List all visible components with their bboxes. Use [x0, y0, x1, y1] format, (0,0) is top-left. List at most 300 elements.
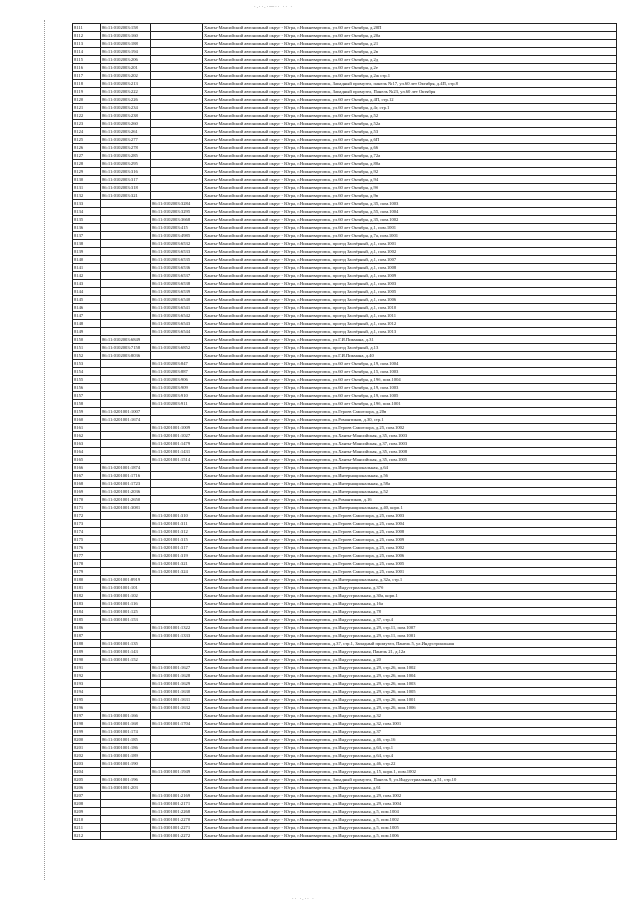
cadastral-number-land: 86:11:0301001:168: [101, 720, 151, 728]
object-address: Ханты-Мансийский автономный округ - Югра, г.Нижневартовск, д.37, стр.1, Западный промузел, Панель 5, ул.Индустриальная: [203, 640, 617, 648]
object-address: Ханты-Мансийский автономный округ - Югра, г.Нижневартовск, ул.60 лет Октября, д.94: [203, 176, 617, 184]
object-address: Ханты-Мансийский автономный округ - Югра, г.Нижневартовск, ул.60 лет Октября, д.15, пом.1003: [203, 368, 617, 376]
row-number: 8111: [73, 24, 101, 32]
cadastral-number-land: 86:11:0102003:277: [101, 136, 151, 144]
table-row: [73, 664, 617, 672]
object-address: Ханты-Мансийский автономный округ - Югра, г.Нижневартовск, проезд Заозёрный, д.1, пом.1008: [203, 264, 617, 272]
cadastral-number-premises: [151, 336, 203, 344]
row-number: 8204: [73, 768, 101, 776]
row-number: 8141: [73, 264, 101, 272]
cadastral-number-premises: 86:11:0102003:847: [151, 360, 203, 368]
row-number: 8210: [73, 816, 101, 824]
row-number: 8205: [73, 776, 101, 784]
table-row: [73, 456, 617, 464]
row-number: 8134: [73, 208, 101, 216]
table-row: [73, 416, 617, 424]
row-number: 8162: [73, 432, 101, 440]
row-number: 8151: [73, 344, 101, 352]
cadastral-number-land: 86:11:0301001:102: [101, 592, 151, 600]
cadastral-number-premises: [151, 760, 203, 768]
table-row: [73, 312, 617, 320]
object-address: Ханты-Мансийский автономный округ - Югра, г.Нижневартовск, проезд Заозёрный, д.1, пом.1006: [203, 296, 617, 304]
cadastral-number-premises: 86:11:0102003:6543: [151, 320, 203, 328]
object-address: Ханты-Мансийский автономный округ - Югра, г.Нижневартовск, ул.60 лет Октября, д.66: [203, 144, 617, 152]
cadastral-number-land: [101, 200, 151, 208]
object-address: Ханты-Мансийский автономный округ - Югра, г.Нижневартовск, ул.60 лет Октября, д.52а: [203, 120, 617, 128]
cadastral-number-land: [101, 688, 151, 696]
cadastral-number-premises: 86:11:0301001:1704: [151, 720, 203, 728]
row-number: 8116: [73, 64, 101, 72]
table-row: [73, 680, 617, 688]
cadastral-number-land: 86:11:0102003:321: [101, 192, 151, 200]
cadastral-number-premises: [151, 32, 203, 40]
cadastral-number-land: 86:11:0301001:185: [101, 736, 151, 744]
table-row: [73, 104, 617, 112]
cadastral-number-land: 86:11:0201001:2650: [101, 496, 151, 504]
cadastral-number-premises: [151, 408, 203, 416]
row-number: 8128: [73, 160, 101, 168]
table-row: [73, 824, 617, 832]
row-number: 8119: [73, 88, 101, 96]
cadastral-number-premises: [151, 496, 203, 504]
object-address: Ханты-Мансийский автономный округ - Югра, г.Нижневартовск, ул.60 лет Октября, д.2д: [203, 56, 617, 64]
cadastral-number-land: 86:11:0102003:226: [101, 96, 151, 104]
cadastral-number-premises: [151, 736, 203, 744]
object-address: Ханты-Мансийский автономный округ - Югра, г.Нижневартовск, проезд Заозёрный, д.1, пом.1013: [203, 328, 617, 336]
cadastral-number-premises: 86:11:0102003:906: [151, 376, 203, 384]
row-number: 8157: [73, 392, 101, 400]
row-number: 8198: [73, 720, 101, 728]
object-address: Ханты-Мансийский автономный округ - Югра, г.Нижневартовск, ул.60 лет Октября, д.19б, пом.1001: [203, 400, 617, 408]
row-number: 8112: [73, 32, 101, 40]
cadastral-number-premises: [151, 472, 203, 480]
row-number: 8126: [73, 144, 101, 152]
cadastral-number-land: [101, 208, 151, 216]
table-row: [73, 496, 617, 504]
row-number: 8167: [73, 472, 101, 480]
object-address: Ханты-Мансийский автономный округ - Югра, г.Нижневартовск, ул.Индустриальная, д.29, стр.11, пом.1001: [203, 632, 617, 640]
row-number: 8113: [73, 40, 101, 48]
cadastral-number-premises: 86:11:0301001:1631: [151, 696, 203, 704]
object-address: Ханты-Мансийский автономный округ - Югра, г.Нижневартовск, проезд Заозёрный, д.1, пом.1009: [203, 272, 617, 280]
object-address: Ханты-Мансийский автономный округ - Югра, г.Нижневартовск, ул.Индустриальная, д.78: [203, 608, 617, 616]
table-row: [73, 296, 617, 304]
cadastral-number-land: 86:11:0102003:194: [101, 48, 151, 56]
property-register-table: [72, 23, 617, 840]
cadastral-number-land: 86:11:0102003:222: [101, 88, 151, 96]
cadastral-number-land: [101, 792, 151, 800]
cadastral-number-land: 86:11:0102003:188: [101, 40, 151, 48]
table-row: [73, 328, 617, 336]
cadastral-number-premises: [151, 128, 203, 136]
cadastral-number-land: [101, 224, 151, 232]
table-row: [73, 424, 617, 432]
cadastral-number-premises: [151, 504, 203, 512]
object-address: Ханты-Мансийский автономный округ - Югра, г.Нижневартовск, ул.Героев Самотлора, д.25, пом.1002: [203, 544, 617, 552]
table-row: [73, 760, 617, 768]
cadastral-number-land: [101, 832, 151, 840]
object-address: Ханты-Мансийский автономный округ - Югра, г.Нижневартовск, ул.Индустриальная, д.16а: [203, 600, 617, 608]
cadastral-number-premises: 86:11:0102003:6533: [151, 248, 203, 256]
table-row: [73, 656, 617, 664]
table-row: [73, 576, 617, 584]
cadastral-number-land: 86:11:0201001:8919: [101, 576, 151, 584]
row-number: 8118: [73, 80, 101, 88]
cadastral-number-land: 86:11:0102003:285: [101, 152, 151, 160]
cadastral-number-land: 86:11:0102003:317: [101, 176, 151, 184]
row-number: 8189: [73, 648, 101, 656]
table-row: [73, 304, 617, 312]
row-number: 8130: [73, 176, 101, 184]
table-row: [73, 216, 617, 224]
object-address: Ханты-Мансийский автономный округ - Югра, г.Нижневартовск, ул.60 лет Октября, д.2е: [203, 64, 617, 72]
object-address: Ханты-Мансийский автономный округ - Югра, г.Нижневартовск, ул.Индустриальная, д.29, пом.1002: [203, 792, 617, 800]
object-address: Ханты-Мансийский автономный округ - Югра, г.Нижневартовск, ул.Индустриальная, Панель 21, д.12а: [203, 648, 617, 656]
object-address: Ханты-Мансийский автономный округ - Югра, г.Нижневартовск, ул.Героев Самотлора, д.25, пом.1001: [203, 568, 617, 576]
object-address: Ханты-Мансийский автономный округ - Югра, г.Нижневартовск, проезд Заозёрный, д.1, пом.1011: [203, 312, 617, 320]
row-number: 8212: [73, 832, 101, 840]
cadastral-number-premises: [151, 80, 203, 88]
page-header-mark: ·.··.·—·· ·· ·: [254, 5, 293, 10]
object-address: Ханты-Мансийский автономный округ - Югра, г.Нижневартовск, ул.Индустриальная, д.29, стр.26, пом.1001: [203, 696, 617, 704]
row-number: 8142: [73, 272, 101, 280]
cadastral-number-premises: 86:11:0102003:6536: [151, 264, 203, 272]
register-body: [73, 24, 617, 840]
table-row: [73, 56, 617, 64]
cadastral-number-land: [101, 536, 151, 544]
cadastral-number-land: 86:11:0301001:143: [101, 648, 151, 656]
cadastral-number-premises: 86:11:0201001:1431: [151, 448, 203, 456]
table-row: [73, 480, 617, 488]
cadastral-number-land: 86:11:0102003:8036: [101, 352, 151, 360]
cadastral-number-premises: [151, 144, 203, 152]
object-address: Ханты-Мансийский автономный округ - Югра, г.Нижневартовск, Западный промузел, панель №17, ул.60 лет Октября, д.4П, стр.8: [203, 80, 617, 88]
table-row: [73, 512, 617, 520]
cadastral-number-premises: [151, 72, 203, 80]
cadastral-number-land: [101, 440, 151, 448]
object-address: Ханты-Мансийский автономный округ - Югра, г.Нижневартовск, ул.60 лет Октября, д.92: [203, 168, 617, 176]
table-row: [73, 152, 617, 160]
object-address: Ханты-Мансийский автономный округ - Югра, г.Нижневартовск, ул.Индустриальная, д.29, стр.26, пом.1002: [203, 664, 617, 672]
cadastral-number-premises: [151, 592, 203, 600]
table-row: [73, 184, 617, 192]
row-number: 8159: [73, 408, 101, 416]
table-row: [73, 360, 617, 368]
row-number: 8160: [73, 416, 101, 424]
table-row: [73, 120, 617, 128]
row-number: 8123: [73, 120, 101, 128]
row-number: 8117: [73, 72, 101, 80]
object-address: Ханты-Мансийский автономный округ - Югра, г.Нижневартовск, ул.60 лет Октября, д.9б: [203, 184, 617, 192]
table-row: [73, 608, 617, 616]
row-number: 8129: [73, 168, 101, 176]
row-number: 8200: [73, 736, 101, 744]
table-row: [73, 136, 617, 144]
cadastral-number-premises: 86:11:0102003:6532: [151, 240, 203, 248]
cadastral-number-land: [101, 304, 151, 312]
cadastral-number-land: [101, 632, 151, 640]
object-address: Ханты-Мансийский автономный округ - Югра, г.Нижневартовск, ул.60 лет Октября, д.2в: [203, 48, 617, 56]
row-number: 8120: [73, 96, 101, 104]
row-number: 8197: [73, 712, 101, 720]
table-row: [73, 592, 617, 600]
object-address: Ханты-Мансийский автономный округ - Югра, г.Нижневартовск, проезд Заозёрный, д.1, пом.1001: [203, 240, 617, 248]
table-row: [73, 80, 617, 88]
cadastral-number-premises: 86:11:0301001:1333: [151, 632, 203, 640]
cadastral-number-land: 86:11:0102003:201: [101, 64, 151, 72]
object-address: Ханты-Мансийский автономный округ - Югра, г.Нижневартовск, ул.Индустриальная, д.30а, корп.1: [203, 592, 617, 600]
object-address: Ханты-Мансийский автономный округ - Югра, г.Нижневартовск, ул.60 лет Октября, д.7а, пом.1001: [203, 232, 617, 240]
row-number: 8206: [73, 784, 101, 792]
cadastral-number-land: [101, 288, 151, 296]
table-row: [73, 72, 617, 80]
cadastral-number-land: [101, 376, 151, 384]
object-address: Ханты-Мансийский автономный округ - Югра, г.Нижневартовск, ул.Индустриальная, д.29, стр.26, пом.1004: [203, 672, 617, 680]
table-row: [73, 744, 617, 752]
cadastral-number-land: [101, 320, 151, 328]
object-address: Ханты-Мансийский автономный округ - Югра, г.Нижневартовск, ул.60 лет Октября, д.20а: [203, 32, 617, 40]
object-address: Ханты-Мансийский автономный округ - Югра, г.Нижневартовск, ул.60 лет Октября, д.19, пом.1003: [203, 384, 617, 392]
cadastral-number-land: 86:11:0102003:238: [101, 112, 151, 120]
cadastral-number-premises: [151, 24, 203, 32]
table-row: [73, 696, 617, 704]
row-number: 8185: [73, 616, 101, 624]
row-number: 8175: [73, 536, 101, 544]
object-address: Ханты-Мансийский автономный округ - Югра, г.Нижневартовск, ул.Индустриальная, д.5, пом.1002: [203, 816, 617, 824]
table-row: [73, 224, 617, 232]
row-number: 8179: [73, 568, 101, 576]
cadastral-number-land: 86:11:0102003:234: [101, 104, 151, 112]
row-number: 8196: [73, 704, 101, 712]
object-address: Ханты-Мансийский автономный округ - Югра, г.Нижневартовск, ул.Интернациональная, д.58а: [203, 480, 617, 488]
row-number: 8190: [73, 656, 101, 664]
object-address: Ханты-Мансийский автономный округ - Югра, г.Нижневартовск, ул.60 лет Октября, д.53: [203, 128, 617, 136]
object-address: Ханты-Мансийский автономный округ - Югра, г.Нижневартовск, ул.60 лет Октября, д.19, пом.1004: [203, 360, 617, 368]
object-address: Ханты-Мансийский автономный округ - Югра, г.Нижневартовск, ул.60 лет Октября, д.19, пом.1005: [203, 392, 617, 400]
cadastral-number-land: [101, 256, 151, 264]
cadastral-number-premises: [151, 728, 203, 736]
row-number: 8203: [73, 760, 101, 768]
table-row: [73, 392, 617, 400]
table-row: [73, 248, 617, 256]
cadastral-number-land: [101, 384, 151, 392]
cadastral-number-land: [101, 816, 151, 824]
cadastral-number-land: [101, 328, 151, 336]
row-number: 8127: [73, 152, 101, 160]
row-number: 8178: [73, 560, 101, 568]
cadastral-number-land: 86:11:0201001:1007: [101, 408, 151, 416]
cadastral-number-premises: 86:11:0102003:6852: [151, 344, 203, 352]
table-row: [73, 200, 617, 208]
row-number: 8150: [73, 336, 101, 344]
cadastral-number-premises: 86:11:0201001:319: [151, 552, 203, 560]
object-address: Ханты-Мансийский автономный округ - Югра, г.Нижневартовск, проезд Заозёрный, д.1, пом.1010: [203, 304, 617, 312]
object-address: Ханты-Мансийский автономный округ - Югра, г.Нижневартовск, ул.Ханты-Мансийская, д.35, пом.1005: [203, 456, 617, 464]
table-row: [73, 128, 617, 136]
object-address: Ханты-Мансийский автономный округ - Югра, г.Нижневартовск, Западный промузел, Панель 9, ул.Индустриальная, д.51, стр.10: [203, 776, 617, 784]
cadastral-number-land: [101, 680, 151, 688]
row-number: 8161: [73, 424, 101, 432]
object-address: Ханты-Мансийский автономный округ - Югра, г.Нижневартовск, ул.60 лет Октября, д.35, пом.1002: [203, 216, 617, 224]
object-address: Ханты-Мансийский автономный округ - Югра, г.Нижневартовск, проезд Заозёрный, д.1, пом.1002: [203, 248, 617, 256]
cadastral-number-land: [101, 360, 151, 368]
cadastral-number-land: [101, 456, 151, 464]
cadastral-number-land: 86:11:0301001:101: [101, 584, 151, 592]
cadastral-number-premises: 86:11:0301001:1949: [151, 768, 203, 776]
cadastral-number-land: [101, 768, 151, 776]
object-address: Ханты-Мансийский автономный округ - Югра, г.Нижневартовск, ул.Индустриальная, д.32, пом.1001: [203, 720, 617, 728]
row-number: 8155: [73, 376, 101, 384]
object-address: Ханты-Мансийский автономный округ - Югра, г.Нижневартовск, ул.Индустриальная, д.29, стр.26, пом.1003: [203, 680, 617, 688]
cadastral-number-land: 86:11:0301001:174: [101, 728, 151, 736]
cadastral-number-premises: [151, 160, 203, 168]
cadastral-number-premises: [151, 88, 203, 96]
row-number: 8192: [73, 672, 101, 680]
cadastral-number-premises: 86:11:0201001:315: [151, 536, 203, 544]
row-number: 8115: [73, 56, 101, 64]
row-number: 8114: [73, 48, 101, 56]
table-row: [73, 712, 617, 720]
cadastral-number-land: 86:11:0301001:196: [101, 776, 151, 784]
table-row: [73, 208, 617, 216]
row-number: 8137: [73, 232, 101, 240]
table-row: [73, 96, 617, 104]
table-row: [73, 504, 617, 512]
binding-margin-line: [44, 20, 45, 880]
cadastral-number-premises: 86:11:0102003:6541: [151, 304, 203, 312]
cadastral-number-land: [101, 568, 151, 576]
cadastral-number-premises: 86:11:0301001:2272: [151, 832, 203, 840]
object-address: Ханты-Мансийский автономный округ - Югра, г.Нижневартовск, ул.Индустриальная, д.5, пом.1004: [203, 808, 617, 816]
cadastral-number-premises: [151, 96, 203, 104]
table-row: [73, 440, 617, 448]
cadastral-number-land: 86:11:0102003:206: [101, 56, 151, 64]
cadastral-number-premises: 86:11:0301001:2271: [151, 824, 203, 832]
table-row: [73, 488, 617, 496]
object-address: Ханты-Мансийский автономный округ - Югра, г.Нижневартовск, ул.Ханты-Мансийская, д.35, пом.1003: [203, 432, 617, 440]
table-row: [73, 616, 617, 624]
table-row: [73, 40, 617, 48]
table-row: [73, 352, 617, 360]
object-address: Ханты-Мансийский автономный округ - Югра, г.Нижневартовск, ул.60 лет Октября, д.6П: [203, 136, 617, 144]
cadastral-number-premises: [151, 608, 203, 616]
cadastral-number-premises: [151, 744, 203, 752]
cadastral-number-premises: [151, 64, 203, 72]
object-address: Ханты-Мансийский автономный округ - Югра, г.Нижневартовск, проезд Заозёрный, д.13: [203, 344, 617, 352]
table-row: [73, 568, 617, 576]
table-row: [73, 544, 617, 552]
cadastral-number-premises: 86:11:0301001:1627: [151, 664, 203, 672]
table-row: [73, 24, 617, 32]
cadastral-number-land: [101, 216, 151, 224]
cadastral-number-premises: 86:11:0102003:6538: [151, 280, 203, 288]
cadastral-number-premises: 86:11:0201001:311: [151, 520, 203, 528]
row-number: 8165: [73, 456, 101, 464]
table-row: [73, 432, 617, 440]
object-address: Ханты-Мансийский автономный округ - Югра, г.Нижневартовск, ул.Индустриальная, д.64, стр.4: [203, 752, 617, 760]
cadastral-number-premises: [151, 776, 203, 784]
row-number: 8181: [73, 584, 101, 592]
cadastral-number-premises: 86:11:0102003:6539: [151, 288, 203, 296]
cadastral-number-land: [101, 544, 151, 552]
cadastral-number-premises: 86:11:0102003:6540: [151, 296, 203, 304]
cadastral-number-premises: [151, 640, 203, 648]
page-footer-mark: ·· ·.·· ·: [292, 897, 315, 902]
table-row: [73, 32, 617, 40]
row-number: 8147: [73, 312, 101, 320]
object-address: Ханты-Мансийский автономный округ - Югра, г.Нижневартовск, ул.Героев Самотлора, д.25, пом.1008: [203, 528, 617, 536]
cadastral-number-land: 86:11:0201001:1723: [101, 480, 151, 488]
row-number: 8139: [73, 248, 101, 256]
table-row: [73, 736, 617, 744]
cadastral-number-premises: [151, 656, 203, 664]
row-number: 8154: [73, 368, 101, 376]
object-address: Ханты-Мансийский автономный округ - Югра, г.Нижневартовск, ул.60 лет Октября, д.52: [203, 112, 617, 120]
table-row: [73, 728, 617, 736]
table-row: [73, 320, 617, 328]
cadastral-number-land: 86:11:0102003:318: [101, 184, 151, 192]
cadastral-number-premises: 86:11:0201001:324: [151, 568, 203, 576]
object-address: Ханты-Мансийский автономный округ - Югра, г.Нижневартовск, ул.60 лет Октября, д.20П: [203, 24, 617, 32]
row-number: 8143: [73, 280, 101, 288]
row-number: 8174: [73, 528, 101, 536]
row-number: 8133: [73, 200, 101, 208]
cadastral-number-land: 86:11:0102003:202: [101, 72, 151, 80]
cadastral-number-land: [101, 392, 151, 400]
row-number: 8148: [73, 320, 101, 328]
cadastral-number-premises: [151, 464, 203, 472]
table-row: [73, 64, 617, 72]
table-row: [73, 800, 617, 808]
row-number: 8138: [73, 240, 101, 248]
cadastral-number-premises: [151, 584, 203, 592]
table-row: [73, 160, 617, 168]
cadastral-number-land: [101, 296, 151, 304]
cadastral-number-land: 86:11:0301001:189: [101, 752, 151, 760]
cadastral-number-land: [101, 552, 151, 560]
cadastral-number-premises: [151, 416, 203, 424]
table-row: [73, 792, 617, 800]
object-address: Ханты-Мансийский автономный округ - Югра, г.Нижневартовск, ул.Индустриальная, д.5, пом.1006: [203, 832, 617, 840]
table-row: [73, 472, 617, 480]
cadastral-number-premises: 86:11:0201001:1027: [151, 432, 203, 440]
row-number: 8176: [73, 544, 101, 552]
row-number: 8195: [73, 696, 101, 704]
table-row: [73, 720, 617, 728]
cadastral-number-premises: [151, 600, 203, 608]
cadastral-number-land: [101, 824, 151, 832]
row-number: 8191: [73, 664, 101, 672]
cadastral-number-premises: [151, 168, 203, 176]
row-number: 8209: [73, 808, 101, 816]
object-address: Ханты-Мансийский автономный округ - Югра, г.Нижневартовск, ул.Индустриальная, д.37б: [203, 584, 617, 592]
row-number: 8145: [73, 296, 101, 304]
cadastral-number-premises: [151, 40, 203, 48]
cadastral-number-land: [101, 664, 151, 672]
table-row: [73, 48, 617, 56]
object-address: Ханты-Мансийский автономный округ - Югра, г.Нижневартовск, ул.60 лет Октября, д.19б, пом.1004: [203, 376, 617, 384]
row-number: 8144: [73, 288, 101, 296]
object-address: Ханты-Мансийский автономный округ - Югра, г.Нижневартовск, ул.Индустриальная, д.15, корп.1, пом.1002: [203, 768, 617, 776]
table-row: [73, 752, 617, 760]
table-row: [73, 408, 617, 416]
row-number: 8184: [73, 608, 101, 616]
table-row: [73, 272, 617, 280]
table-row: [73, 832, 617, 840]
object-address: Ханты-Мансийский автономный округ - Югра, г.Нижневартовск, ул.Индустриальная, д.29, стр.26, пом.1006: [203, 704, 617, 712]
cadastral-number-premises: 86:11:0102003:909: [151, 384, 203, 392]
object-address: Ханты-Мансийский автономный округ - Югра, г.Нижневартовск, проезд Заозёрный, д.1, пом.1007: [203, 256, 617, 264]
